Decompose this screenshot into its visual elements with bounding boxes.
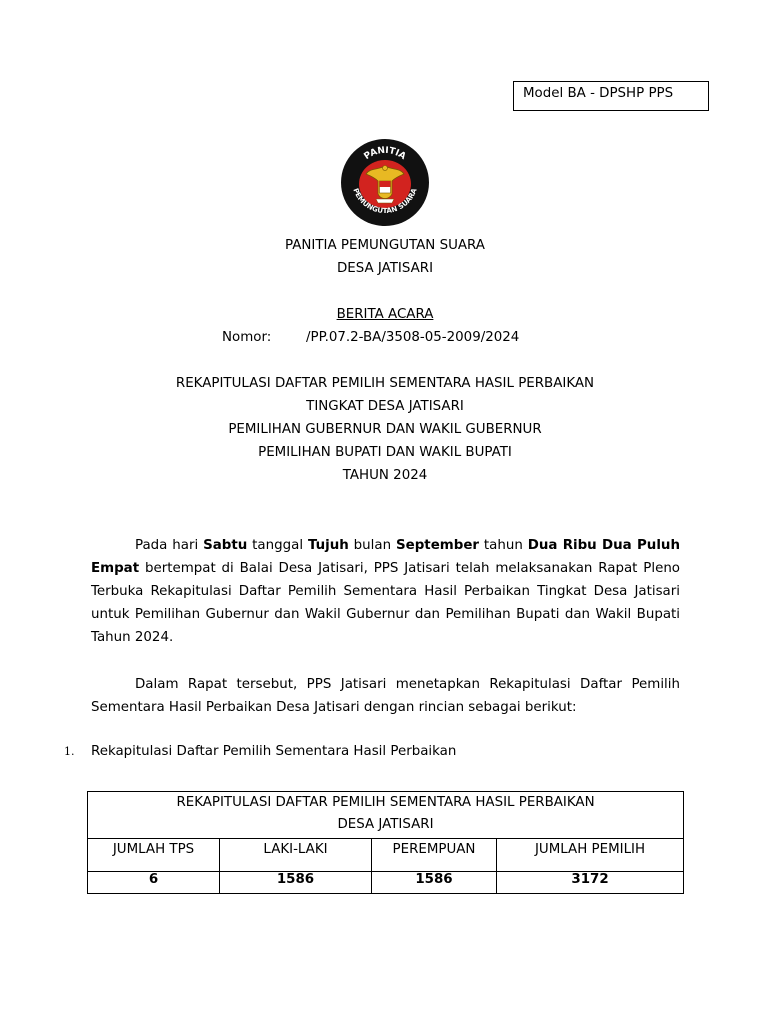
subject-line-2: TINGKAT DESA JATISARI (306, 399, 464, 414)
table-title-line-2: DESA JATISARI (337, 817, 434, 832)
nomor-value: /PP.07.2-BA/3508-05-2009/2024 (306, 330, 520, 345)
panitia-pemungutan-suara-logo (340, 138, 430, 227)
month-name: September (395, 538, 480, 553)
list-item (64, 744, 456, 759)
header-jumlah-pemilih: JUMLAH PEMILIH (497, 839, 684, 872)
value-jumlah-tps: 6 (88, 872, 220, 894)
header-line-2: DESA JATISARI (336, 261, 434, 276)
table-header-row (88, 839, 684, 872)
meeting-paragraph: Dalam Rapat tersebut, PPS Jatisari menetapkan Rekapitulasi Daftar Pemilih Sementara Hasil Perbaikan Desa Jatisari dengan rincian sebagai berikut: (91, 677, 680, 715)
header-line-1: PANITIA PEMUNGUTAN SUARA (285, 238, 485, 253)
subject-line-3: PEMILIHAN GUBERNUR DAN WAKIL GUBERNUR (228, 422, 542, 437)
opening-paragraph: Pada hari Sabtu tanggal Tujuh bulan September tahun Dua Ribu Dua Puluh Empat bertempat di Balai Desa Jatisari, PPS Jatisari telah melaksanakan Rapat Pleno Terbuka Rekapitulasi Daftar Pemilih Sementara Hasil Perbaikan Tingkat Desa Jatisari untuk Pemilihan Gubernur dan Wakil Gubernur dan Pemilihan Bupati dan Wakil Bupati Tahun 2024. (91, 538, 680, 645)
date-words: Tujuh (307, 538, 349, 553)
header-perempuan: PEREMPUAN (372, 839, 497, 872)
value-perempuan: 1586 (372, 872, 497, 894)
table-title-cell (88, 792, 684, 839)
list-item-text: Rekapitulasi Daftar Pemilih Sementara Hasil Perbaikan (91, 744, 457, 759)
subject-line-5: TAHUN 2024 (342, 468, 428, 483)
list-item-number: 1. (64, 745, 75, 758)
nomor-line (222, 330, 519, 345)
berita-acara-title: BERITA ACARA (336, 307, 434, 322)
table-title-row (88, 792, 684, 839)
rekap-table (87, 791, 684, 894)
year-words: Dua Ribu Dua Puluh Empat (91, 538, 680, 576)
logo-bottom-text: PEMUNGUTAN SUARA (351, 187, 419, 216)
day-name: Sabtu (203, 538, 248, 553)
value-jumlah-pemilih: 3172 (497, 872, 684, 894)
logo-top-text: PANITIA (362, 145, 408, 163)
subject-line-4: PEMILIHAN BUPATI DAN WAKIL BUPATI (258, 445, 512, 460)
table-row (88, 872, 684, 894)
header-jumlah-tps: JUMLAH TPS (88, 839, 220, 872)
nomor-label: Nomor: (222, 330, 272, 345)
header-laki-laki: LAKI-LAKI (220, 839, 372, 872)
model-label-box (513, 81, 709, 111)
table-title-line-1: REKAPITULASI DAFTAR PEMILIH SEMENTARA HASIL PERBAIKAN (176, 795, 595, 810)
model-label: Model BA - DPSHP PPS (523, 86, 674, 101)
value-laki-laki: 1586 (220, 872, 372, 894)
subject-line-1: REKAPITULASI DAFTAR PEMILIH SEMENTARA HASIL PERBAIKAN (175, 376, 595, 391)
